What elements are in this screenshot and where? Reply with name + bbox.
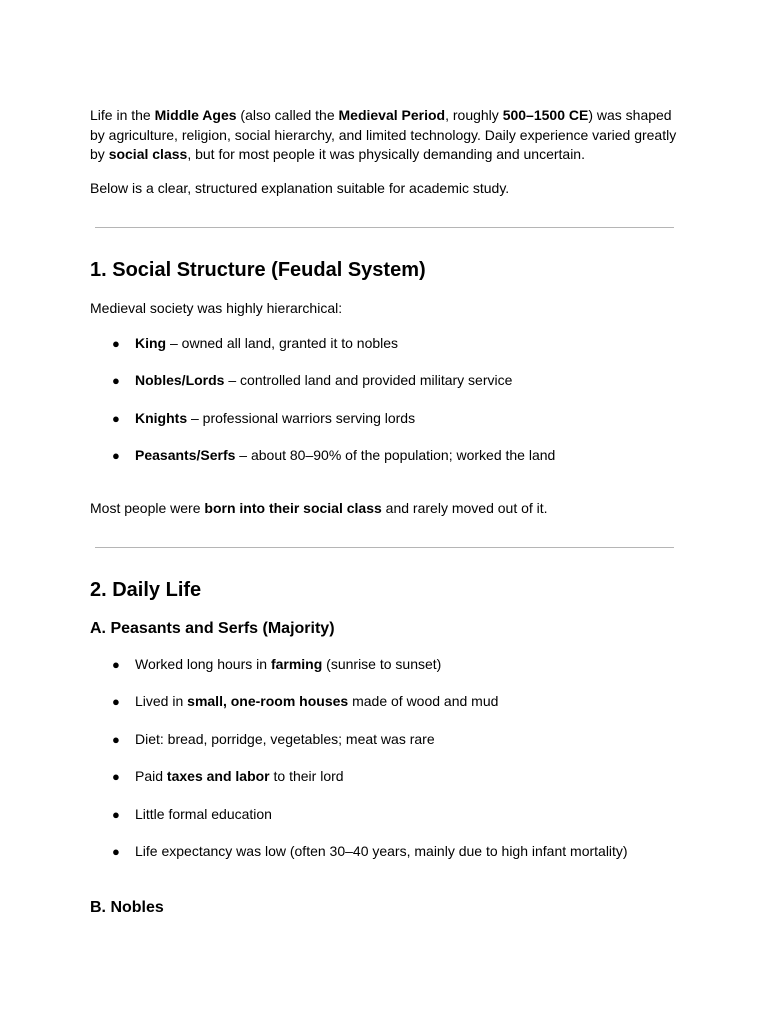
list-item-text <box>135 731 435 747</box>
social-structure-lead: Medieval society was highly hierarchical: <box>90 300 343 316</box>
bold-text: taxes and labor <box>166 768 270 784</box>
text-run: Diet: bread, porridge, vegetables; meat was rare <box>135 730 435 747</box>
subheading-peasants: A. Peasants and Serfs (Majority) <box>90 619 335 637</box>
text-run: (also called the <box>236 107 339 123</box>
text-run: and rarely moved out of it. <box>381 500 548 516</box>
text-run: – owned all land, granted it to nobles <box>166 334 399 351</box>
list-item-text <box>135 693 498 709</box>
peasant-life-list <box>90 655 680 862</box>
list-item <box>90 334 680 353</box>
text-run: (sunrise to sunset) <box>322 655 442 672</box>
bold-text: Medieval Period <box>338 107 446 123</box>
list-item-text <box>135 447 555 463</box>
bold-text: Peasants/Serfs <box>135 447 236 463</box>
text-run: Life expectancy was low (often 30–40 years, mainly due to high infant mortality) <box>135 843 628 859</box>
bullet-icon: ● <box>112 410 120 426</box>
bullet-icon: ● <box>112 656 120 672</box>
bullet-icon: ● <box>112 806 120 822</box>
list-item <box>90 446 680 465</box>
text-run: Lived in <box>135 693 188 709</box>
intro-note: Below is a clear, structured explanation suitable for academic study. <box>90 179 510 196</box>
list-item <box>90 409 680 428</box>
bullet-icon: ● <box>112 448 120 463</box>
subheading-nobles: B. Nobles <box>90 899 164 916</box>
text-run: made of wood and mud <box>348 693 499 709</box>
text-run: Little formal education <box>135 805 272 822</box>
bullet-icon: ● <box>112 844 120 859</box>
bullet-icon: ● <box>112 373 120 388</box>
text-run: Paid <box>135 768 167 784</box>
list-item-text <box>135 656 441 672</box>
text-run: Life in the <box>90 107 155 123</box>
bold-text: small, one-room houses <box>187 693 349 709</box>
social-class-note <box>90 499 680 519</box>
bullet-icon: ● <box>112 769 120 784</box>
text-run: – professional warriors serving lords <box>187 409 416 426</box>
list-item <box>90 371 680 390</box>
list-item <box>90 767 680 786</box>
section-heading-daily-life: 2. Daily Life <box>90 578 202 601</box>
bold-text: Nobles/Lords <box>135 372 225 388</box>
bullet-icon: ● <box>112 731 120 747</box>
list-item <box>90 730 680 749</box>
list-item-text <box>135 335 398 351</box>
text-run: to their lord <box>269 768 344 784</box>
list-item-text <box>135 806 272 822</box>
list-item-text <box>135 372 512 388</box>
bold-text: Knights <box>135 409 188 426</box>
list-item-text <box>135 410 415 426</box>
bold-text: farming <box>270 655 323 672</box>
section-divider <box>95 547 674 548</box>
list-item-text <box>135 843 628 859</box>
list-item-text <box>135 768 344 784</box>
list-item <box>90 842 680 861</box>
intro-paragraph <box>90 106 680 165</box>
text-run: ) was shaped by agriculture, religion, social hierarchy, and limited technology. Daily experience varied greatly by <box>90 107 677 162</box>
list-item <box>90 805 680 824</box>
list-item <box>90 692 680 711</box>
section-divider <box>95 227 674 228</box>
bold-text: 500–1500 CE <box>502 107 589 123</box>
bold-text: born into their social class <box>204 500 382 516</box>
text-run: Most people were <box>90 500 205 516</box>
bold-text: King <box>135 334 167 351</box>
bullet-icon: ● <box>112 694 120 709</box>
section-heading-social-structure: 1. Social Structure (Feudal System) <box>90 259 426 281</box>
social-hierarchy-list <box>90 334 680 466</box>
text-run: – controlled land and provided military service <box>224 372 513 388</box>
bullet-icon: ● <box>112 335 120 351</box>
document-page <box>90 106 680 919</box>
text-run: Worked long hours in <box>135 655 271 672</box>
text-run: , but for most people it was physically demanding and uncertain. <box>187 146 585 162</box>
text-run: – about 80–90% of the population; worked the land <box>235 447 556 463</box>
list-item <box>90 655 680 674</box>
text-run: , roughly <box>445 107 503 123</box>
bold-text: social class <box>108 146 188 162</box>
bold-text: Middle Ages <box>154 107 237 123</box>
